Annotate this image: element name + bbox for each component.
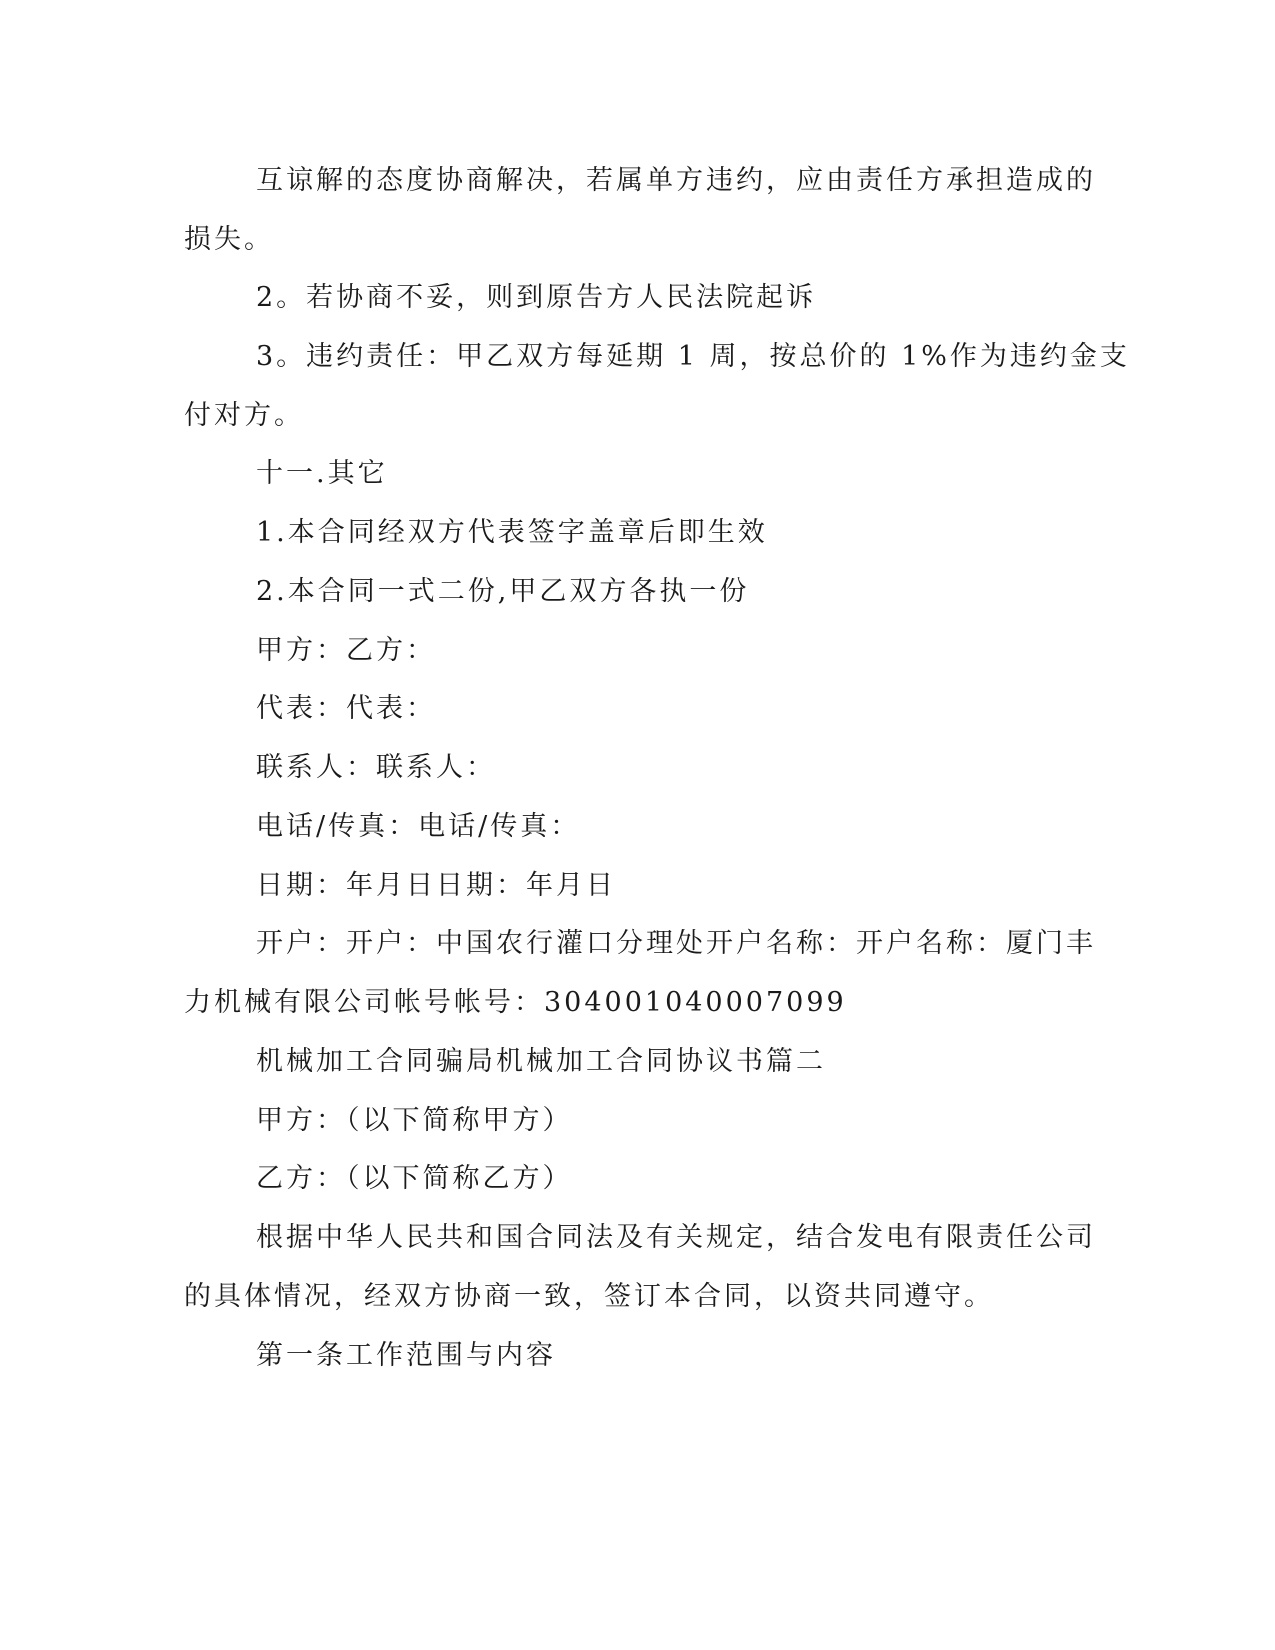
- paragraph-line: 付对方。: [184, 400, 304, 431]
- clause-2: 2。若协商不妥，则到原告方人民法院起诉: [256, 282, 817, 313]
- paragraph-line: 损失。: [184, 224, 274, 255]
- party-b-line: 乙方：（以下简称乙方）: [256, 1163, 573, 1194]
- other-item-2: 2.本合同一式二份,甲乙双方各执一份: [256, 576, 750, 607]
- article-1-heading: 第一条工作范围与内容: [256, 1340, 556, 1371]
- preamble-line: 根据中华人民共和国合同法及有关规定，结合发电有限责任公司: [256, 1222, 1096, 1253]
- representative-line: 代表：代表：: [256, 693, 436, 724]
- bank-line: 开户：开户：中国农行灌口分理处开户名称：开户名称：厦门丰: [256, 928, 1096, 959]
- paragraph-line: 互谅解的态度协商解决，若属单方违约，应由责任方承担造成的: [256, 165, 1096, 196]
- party-a-line: 甲方：（以下简称甲方）: [256, 1105, 573, 1136]
- section-title: 机械加工合同骗局机械加工合同协议书篇二: [256, 1046, 826, 1077]
- account-line: 力机械有限公司帐号帐号：304001040007099: [184, 987, 847, 1018]
- section-heading-other: 十一.其它: [256, 458, 388, 489]
- preamble-line: 的具体情况，经双方协商一致，签订本合同，以资共同遵守。: [184, 1281, 994, 1312]
- contact-line: 联系人：联系人：: [256, 752, 496, 783]
- phone-fax-line: 电话/传真：电话/传真：: [256, 811, 581, 842]
- date-line: 日期：年月日日期：年月日: [256, 870, 616, 901]
- clause-3: 3。违约责任：甲乙双方每延期 1 周，按总价的 1%作为违约金支: [256, 341, 1130, 372]
- party-line: 甲方：乙方：: [256, 635, 436, 666]
- other-item-1: 1.本合同经双方代表签字盖章后即生效: [256, 517, 768, 548]
